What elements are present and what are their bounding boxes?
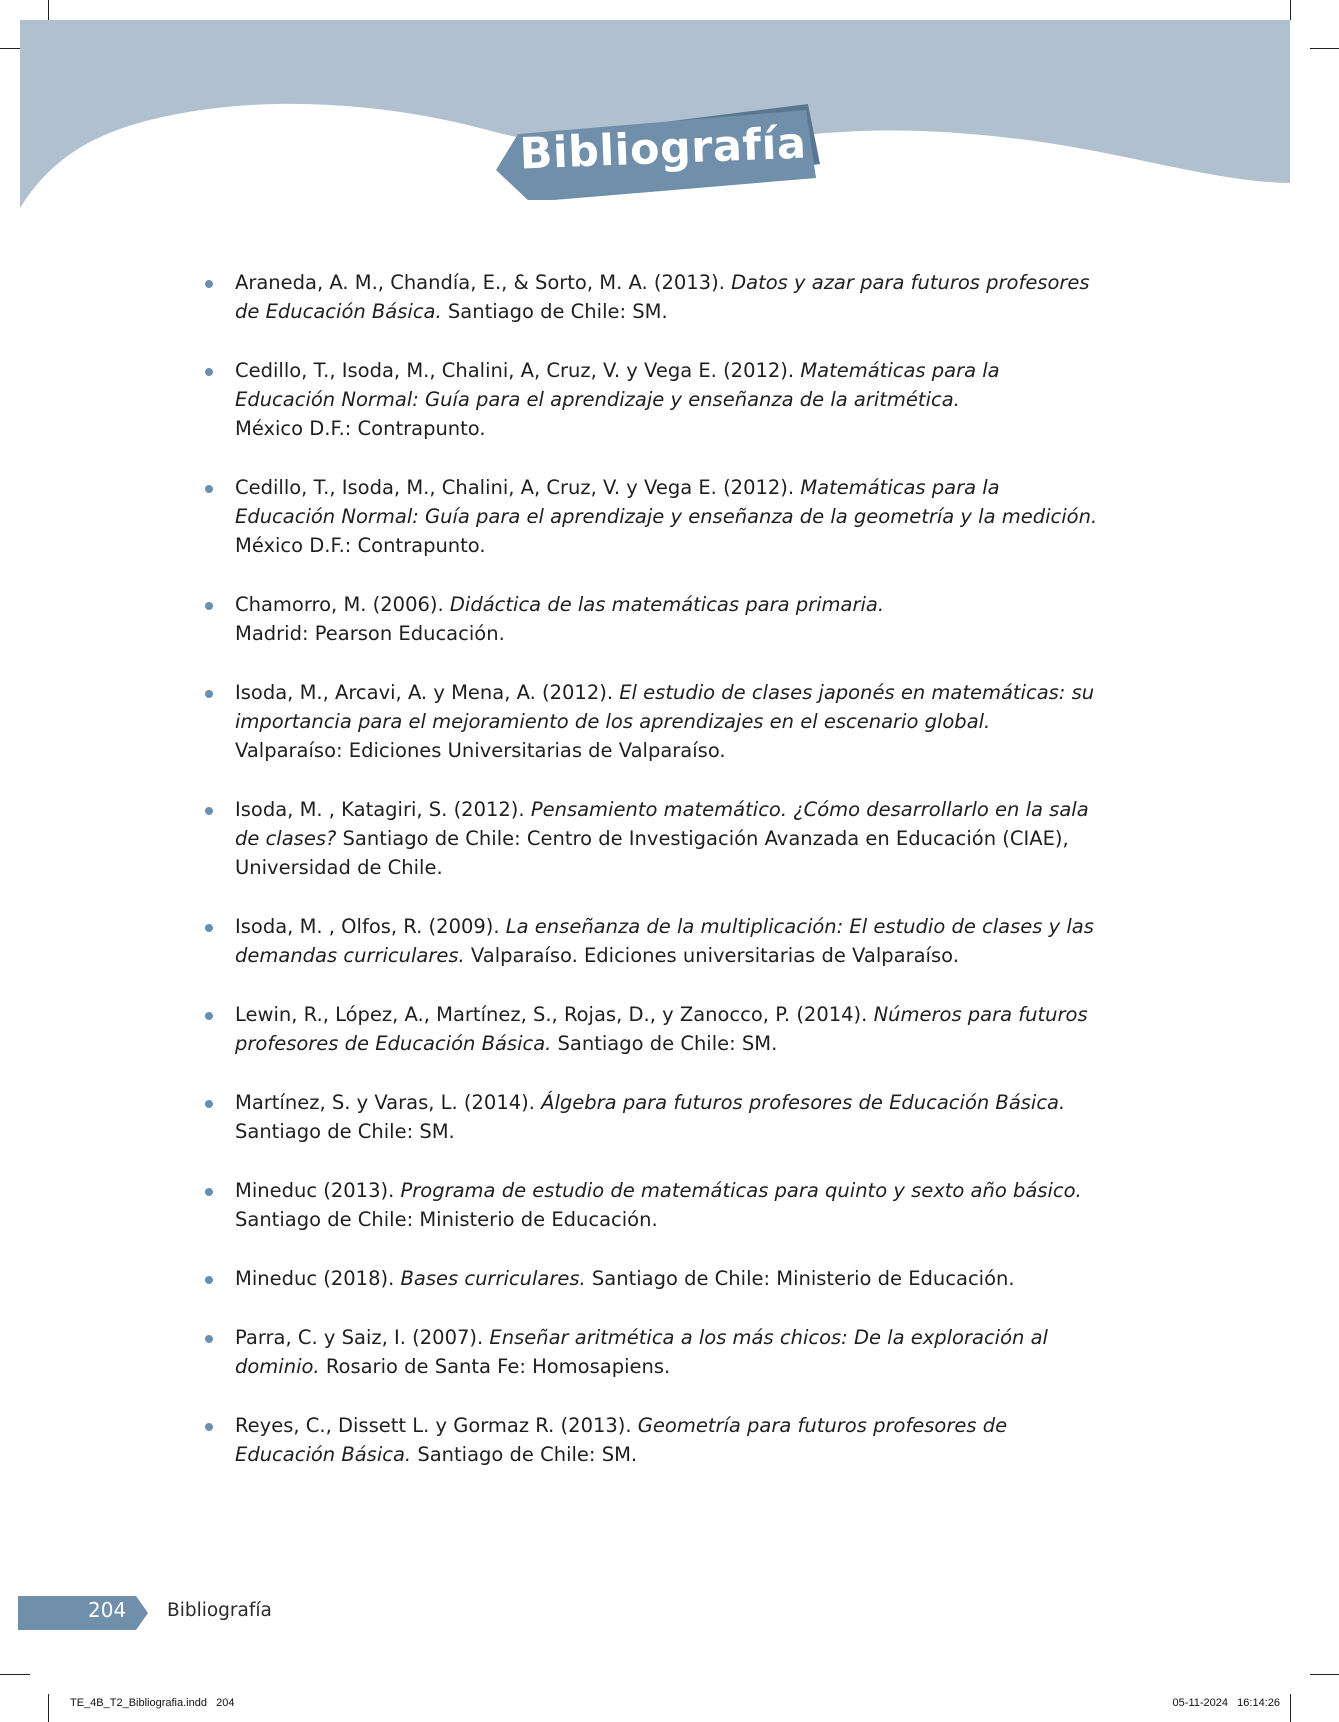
list-item: Isoda, M. , Katagiri, S. (2012). Pensamiento matemático. ¿Cómo desarrollarlo en la sala de clases? Santiago de Chile: Centro de Investigación Avanzada en Educación (CIAE), Universidad de Chile. <box>205 795 1105 882</box>
footer-section-label: Bibliografía <box>167 1600 272 1621</box>
slug-datetime: 05-11-2024 16:14:26 <box>1172 1697 1280 1709</box>
crop-mark <box>1310 1674 1339 1675</box>
page-number: 204 <box>88 1598 127 1622</box>
list-item: Cedillo, T., Isoda, M., Chalini, A, Cruz, V. y Vega E. (2012). Matemáticas para la Educación Normal: Guía para el aprendizaje y enseñanza de la geometría y la medición. México D.F.: Contrapunto. <box>205 473 1105 560</box>
slug-file-info: TE_4B_T2_Bibliografia.indd 204 <box>70 1697 235 1709</box>
list-item: Parra, C. y Saiz, I. (2007). Enseñar aritmética a los más chicos: De la exploración al dominio. Rosario de Santa Fe: Homosapiens. <box>205 1323 1105 1381</box>
bullet-icon <box>205 1423 213 1431</box>
list-item: Cedillo, T., Isoda, M., Chalini, A, Cruz, V. y Vega E. (2012). Matemáticas para la Educación Normal: Guía para el aprendizaje y enseñanza de la aritmética. México D.F.: Contrapunto. <box>205 356 1105 443</box>
bullet-icon <box>205 1100 213 1108</box>
bullet-icon <box>205 1188 213 1196</box>
bullet-icon <box>205 602 213 610</box>
list-item: Isoda, M., Arcavi, A. y Mena, A. (2012). El estudio de clases japonés en matemáticas: su importancia para el mejoramiento de los aprendizajes en el escenario global. Valparaíso: Ediciones Universitarias de Valparaíso. <box>205 678 1105 765</box>
bullet-icon <box>205 1276 213 1284</box>
bullet-icon <box>205 280 213 288</box>
bullet-icon <box>205 690 213 698</box>
list-item: Chamorro, M. (2006). Didáctica de las matemáticas para primaria. Madrid: Pearson Educación. <box>205 590 1105 648</box>
bullet-icon <box>205 1012 213 1020</box>
bullet-icon <box>205 1335 213 1343</box>
list-item: Araneda, A. M., Chandía, E., & Sorto, M. A. (2013). Datos y azar para futuros profesores de Educación Básica. Santiago de Chile: SM. <box>205 268 1105 326</box>
list-item: Mineduc (2018). Bases curriculares. Santiago de Chile: Ministerio de Educación. <box>205 1264 1105 1293</box>
bibliography-list <box>205 268 1105 1469</box>
page-number-tab <box>18 1596 148 1630</box>
list-item: Lewin, R., López, A., Martínez, S., Rojas, D., y Zanocco, P. (2014). Números para futuros profesores de Educación Básica. Santiago de Chile: SM. <box>205 1000 1105 1058</box>
crop-mark <box>1290 1694 1291 1722</box>
list-item: Reyes, C., Dissett L. y Gormaz R. (2013). Geometría para futuros profesores de Educación Básica. Santiago de Chile: SM. <box>205 1411 1105 1469</box>
list-item: Isoda, M. , Olfos, R. (2009). La enseñanza de la multiplicación: El estudio de clases y las demandas curriculares. Valparaíso. Ediciones universitarias de Valparaíso. <box>205 912 1105 970</box>
list-item: Martínez, S. y Varas, L. (2014). Álgebra para futuros profesores de Educación Básica. Santiago de Chile: SM. <box>205 1088 1105 1146</box>
bullet-icon <box>205 807 213 815</box>
bullet-icon <box>205 485 213 493</box>
crop-mark <box>48 1694 49 1722</box>
bullet-icon <box>205 924 213 932</box>
bullet-icon <box>205 368 213 376</box>
list-item: Mineduc (2013). Programa de estudio de matemáticas para quinto y sexto año básico. Santiago de Chile: Ministerio de Educación. <box>205 1176 1105 1234</box>
crop-mark <box>0 1674 30 1675</box>
page-title: Bibliografía <box>518 118 808 180</box>
